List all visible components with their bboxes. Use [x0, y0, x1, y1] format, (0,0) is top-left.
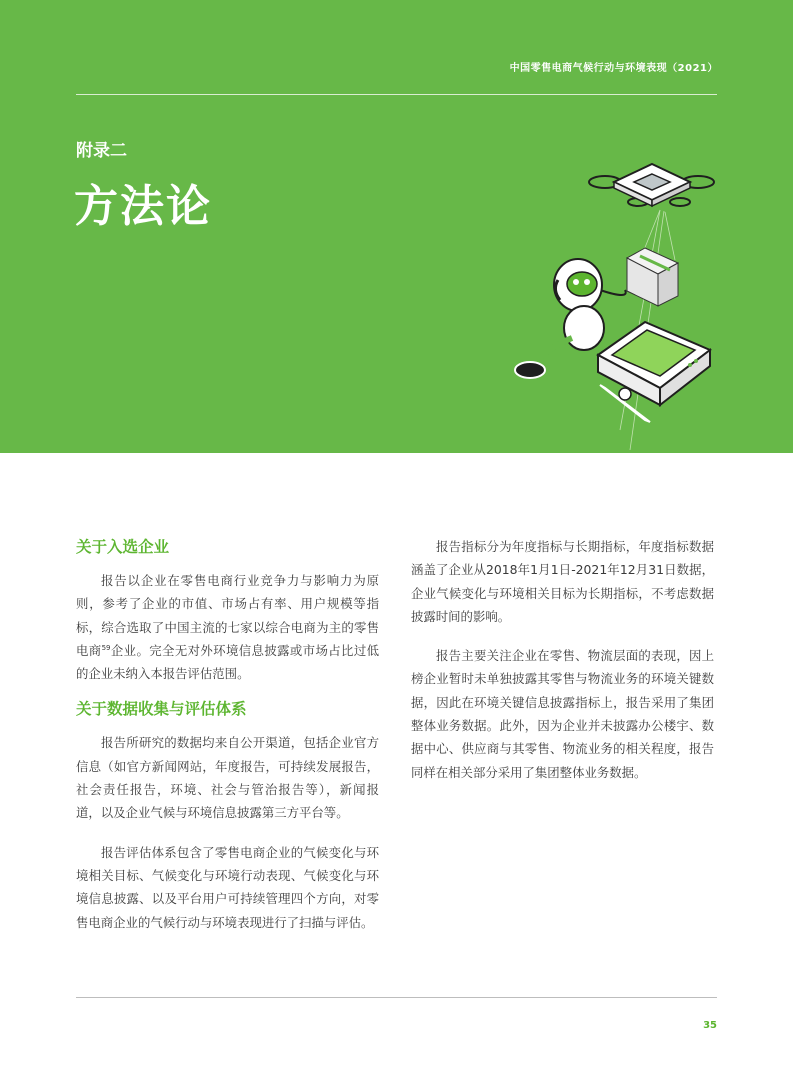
charging-port-icon [515, 362, 545, 378]
robot-drone-illustration [490, 150, 750, 450]
paragraph-selected-companies [76, 569, 379, 685]
package-icon [627, 248, 678, 306]
paragraph-evaluation-system: 报告评估体系包含了零售电商企业的气候变化与环境相关目标、气候变化与环境行动表现、气候变化与环境信息披露、以及平台用户可持续管理四个方向，对零售电商企业的气候行动与环境表现进行了扫描与评估。 [76, 844, 379, 930]
paragraph-data-sources: 报告所研究的数据均来自公开渠道，包括企业官方信息（如官方新闻网站，年度报告，可持续发展报告，社会责任报告，环境、社会与管治报告等），新闻报道，以及企业气候与环境信息披露第三方平台等。 [76, 735, 379, 821]
charging-station-icon [598, 322, 710, 422]
drone-icon [589, 164, 714, 206]
section-heading-selected-companies: 关于入选企业 [76, 538, 170, 556]
paragraph-text: 企业。完全无对外环境信息披露或市场占比过低的企业未纳入本报告评估范围。 [76, 642, 380, 682]
right-column [411, 535, 714, 784]
appendix-label: 附录二 [76, 141, 127, 161]
footer-divider [76, 997, 717, 998]
page-title: 方法论 [74, 181, 212, 232]
paragraph-indicators: 报告指标分为年度指标与长期指标，年度指标数据涵盖了企业从2018年1月1日-2021年12月31日数据，企业气候变化与环境相关目标为长期指标，不考虑数据披露时间的影响。 [411, 539, 714, 624]
hero-banner [0, 0, 793, 453]
footnote-marker: 59 [101, 643, 111, 652]
report-title: 中国零售电商气候行动与环境表现（2021） [509, 63, 718, 74]
paragraph-business-scope: 报告主要关注企业在零售、物流层面的表现，因上榜企业暂时未单独披露其零售与物流业务的环境关键数据，因此在环境关键信息披露指标上，报告采用了集团整体业务数据。此外，因为企业并未披露办公楼宇、数据中心、供应商与其零售、物流业务的相关程度，报告同样在相关部分采用了集团整体业务数据。 [411, 648, 714, 780]
paragraph-text: 报告以企业在零售电商行业竞争力与影响力为原则，参考了企业的市值、市场占有率、用户规模等指标，综合选取了中国主流的七家以综合电商为主的零售电商 [76, 573, 379, 658]
page-number: 35 [703, 1020, 717, 1031]
left-column [76, 535, 379, 934]
header-divider [76, 94, 717, 95]
section-heading-data-collection: 关于数据收集与评估体系 [76, 700, 247, 719]
